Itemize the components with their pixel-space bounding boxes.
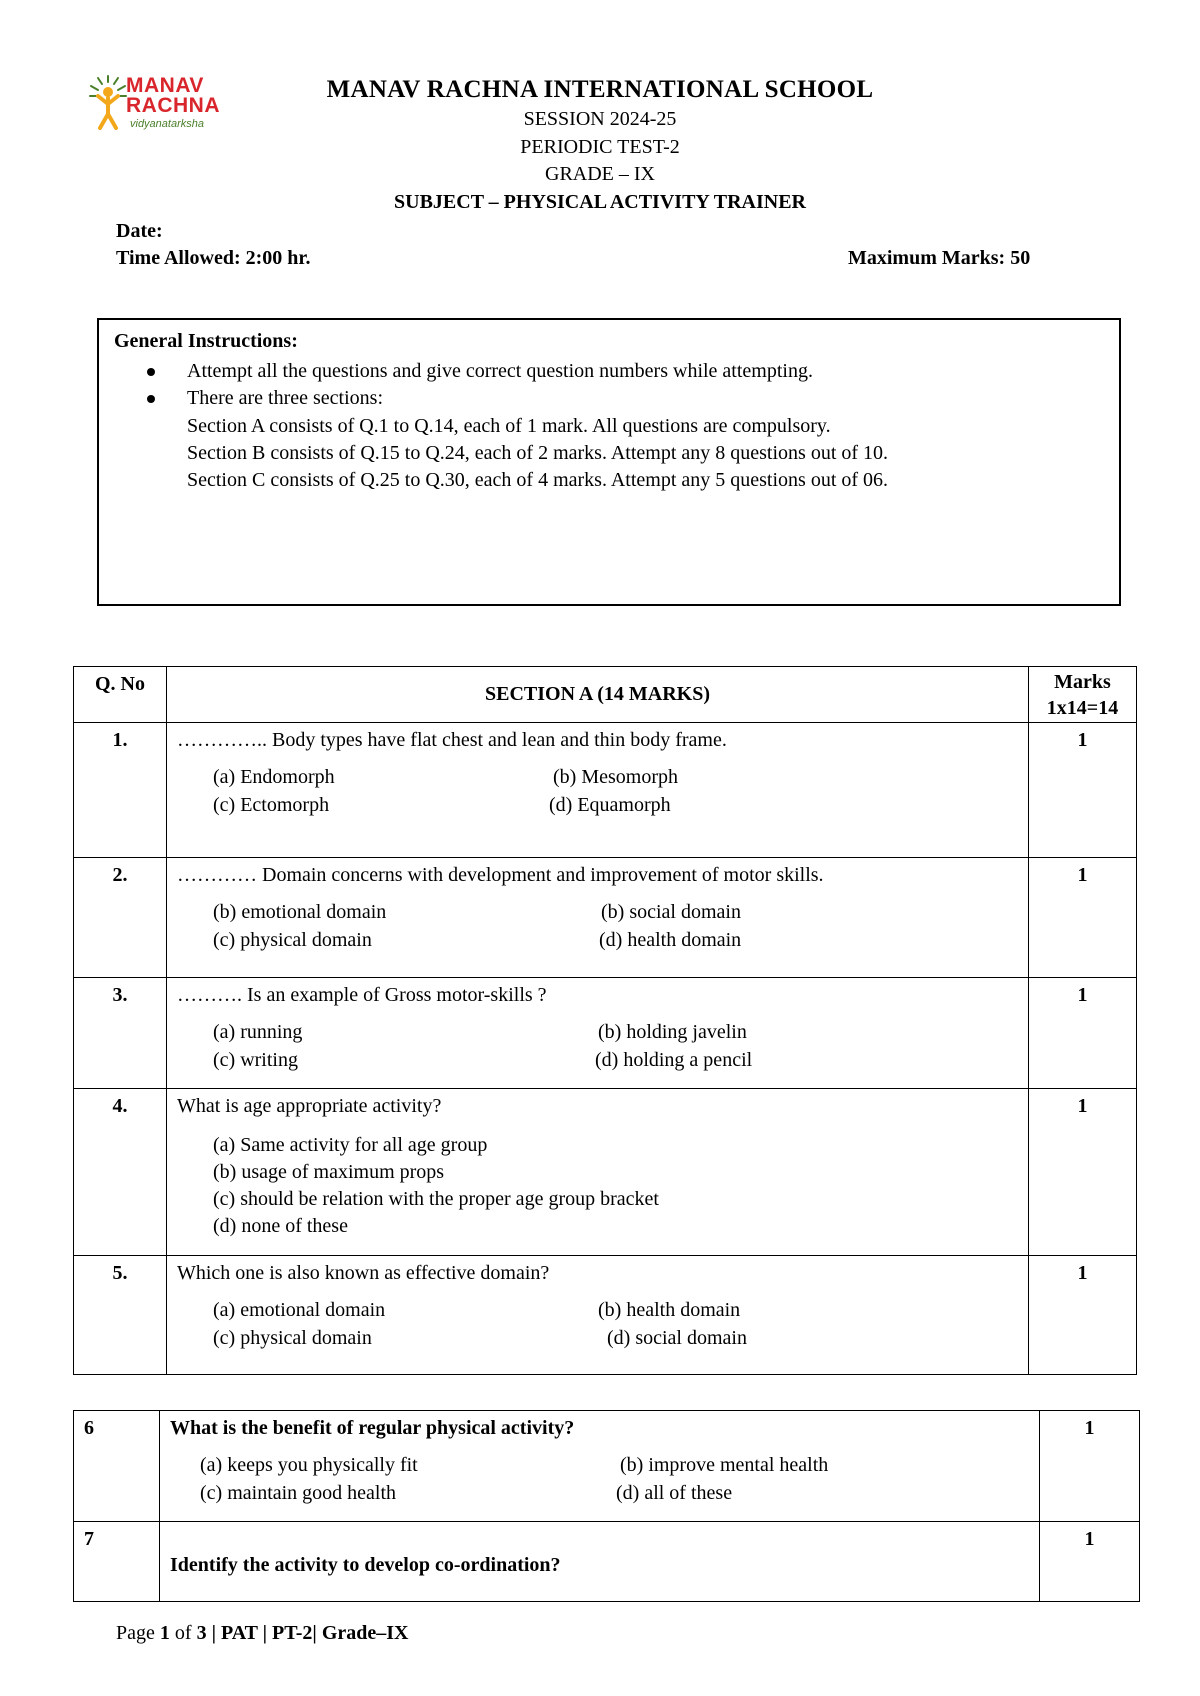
question-number: 6 (74, 1411, 160, 1522)
question-text: Which one is also known as effective domain? (177, 1262, 550, 1284)
section-header: SECTION A (14 MARKS) (167, 667, 1029, 723)
question-text: What is the benefit of regular physical activity? (170, 1417, 575, 1439)
question-number: 4. (74, 1089, 167, 1256)
question-marks: 1 (1029, 858, 1137, 978)
instruction-section-c: Section C consists of Q.25 to Q.30, each of 4 marks. Attempt any 5 questions out of 06. (187, 469, 889, 491)
question-number: 3. (74, 978, 167, 1089)
option-d[interactable]: (d) Equamorph (549, 794, 671, 816)
option-d[interactable]: (d) social domain (607, 1327, 747, 1349)
instruction-section-b: Section B consists of Q.15 to Q.24, each of 2 marks. Attempt any 8 questions out of 10. (187, 442, 889, 464)
date-label: Date: (116, 220, 163, 242)
question-marks: 1 (1029, 1256, 1137, 1375)
option-d[interactable]: (d) holding a pencil (595, 1049, 753, 1071)
question-text: ………….. Body types have flat chest and lean and thin body frame. (177, 729, 727, 751)
qno-header: Q. No (74, 667, 167, 723)
question-cell (160, 1411, 1040, 1522)
option-b[interactable]: (b) social domain (601, 901, 741, 923)
test-name: PERIODIC TEST-2 (520, 136, 680, 158)
option-c[interactable]: (c) physical domain (213, 929, 372, 951)
footer-doc-info: | PAT | PT-2| Grade–IX (211, 1622, 409, 1644)
general-instructions-box (97, 318, 1121, 606)
instructions-title: General Instructions: (114, 330, 298, 352)
table-header-row (74, 667, 1137, 723)
marks-header-line1: Marks (1054, 671, 1111, 693)
option-a[interactable]: (a) keeps you physically fit (200, 1454, 418, 1476)
footer-page-word: Page (116, 1622, 155, 1644)
footer-page-number: 1 (159, 1622, 170, 1644)
school-name: MANAV RACHNA INTERNATIONAL SCHOOL (326, 76, 874, 103)
instruction-1: Attempt all the questions and give correct question numbers while attempting. (187, 360, 813, 382)
options (177, 1132, 1018, 1240)
question-text: ………… Domain concerns with development and improvement of motor skills. (177, 864, 824, 886)
footer-of-word: of (174, 1622, 192, 1644)
option-c[interactable]: (c) physical domain (213, 1327, 372, 1349)
question-cell (167, 1256, 1029, 1375)
subject: SUBJECT – PHYSICAL ACTIVITY TRAINER (394, 191, 806, 213)
table-row (74, 1089, 1137, 1256)
section-a-table (73, 666, 1137, 1375)
question-cell (167, 978, 1029, 1089)
table-row (74, 978, 1137, 1089)
table-row (74, 1411, 1140, 1522)
question-marks: 1 (1040, 1411, 1140, 1522)
option-a[interactable]: (a) running (213, 1021, 303, 1043)
logo-tagline: vidyanatarksha (130, 118, 204, 130)
question-number: 7 (74, 1522, 160, 1602)
question-number: 1. (74, 723, 167, 858)
options (177, 1021, 1018, 1075)
option-a[interactable]: (b) emotional domain (213, 901, 387, 923)
table-row (74, 723, 1137, 858)
options (177, 901, 1018, 955)
question-text: What is age appropriate activity? (177, 1095, 442, 1117)
section-a-continued-table (73, 1410, 1140, 1602)
options (177, 1299, 1018, 1353)
question-cell (167, 1089, 1029, 1256)
question-marks: 1 (1029, 1089, 1137, 1256)
option-d[interactable]: (d) all of these (616, 1482, 733, 1504)
logo-word-2: RACHNA (126, 94, 220, 117)
question-marks: 1 (1029, 978, 1137, 1089)
question-cell (167, 723, 1029, 858)
option-b[interactable]: (b) holding javelin (598, 1021, 747, 1043)
option-c[interactable]: (c) maintain good health (200, 1482, 397, 1504)
options (170, 1454, 1029, 1508)
footer-total-pages: 3 (196, 1622, 207, 1644)
logo-word-1: MANAV (126, 74, 204, 97)
question-cell (167, 858, 1029, 978)
question-marks: 1 (1040, 1522, 1140, 1602)
instruction-2: There are three sections: (187, 387, 384, 409)
option-a[interactable]: (a) Same activity for all age group (213, 1134, 488, 1156)
marks-header-line2: 1x14=14 (1046, 697, 1119, 719)
option-b[interactable]: (b) health domain (598, 1299, 741, 1321)
table-row (74, 858, 1137, 978)
options (177, 766, 1018, 820)
time-allowed: Time Allowed: 2:00 hr. (116, 247, 311, 269)
question-text: ………. Is an example of Gross motor-skills ? (177, 984, 547, 1006)
option-b[interactable]: (b) usage of maximum props (213, 1161, 445, 1183)
option-c[interactable]: (c) should be relation with the proper age group bracket (213, 1188, 659, 1210)
option-b[interactable]: (b) Mesomorph (553, 766, 678, 788)
option-a[interactable]: (a) emotional domain (213, 1299, 386, 1321)
option-d[interactable]: (d) health domain (599, 929, 742, 951)
maximum-marks: Maximum Marks: 50 (848, 247, 1031, 269)
question-marks: 1 (1029, 723, 1137, 858)
option-c[interactable]: (c) writing (213, 1049, 298, 1071)
question-cell (160, 1522, 1040, 1602)
session: SESSION 2024-25 (523, 108, 677, 130)
grade: GRADE – IX (545, 163, 655, 185)
option-b[interactable]: (b) improve mental health (620, 1454, 829, 1476)
page-footer (116, 1622, 409, 1645)
question-number: 5. (74, 1256, 167, 1375)
marks-header (1029, 667, 1137, 723)
option-d[interactable]: (d) none of these (213, 1215, 348, 1237)
question-text: Identify the activity to develop co-ordination? (170, 1554, 561, 1576)
option-a[interactable]: (a) Endomorph (213, 766, 335, 788)
question-number: 2. (74, 858, 167, 978)
table-row (74, 1256, 1137, 1375)
instruction-section-a: Section A consists of Q.1 to Q.14, each of 1 mark. All questions are compulsory. (187, 415, 831, 437)
option-c[interactable]: (c) Ectomorph (213, 794, 330, 816)
table-row (74, 1522, 1140, 1602)
